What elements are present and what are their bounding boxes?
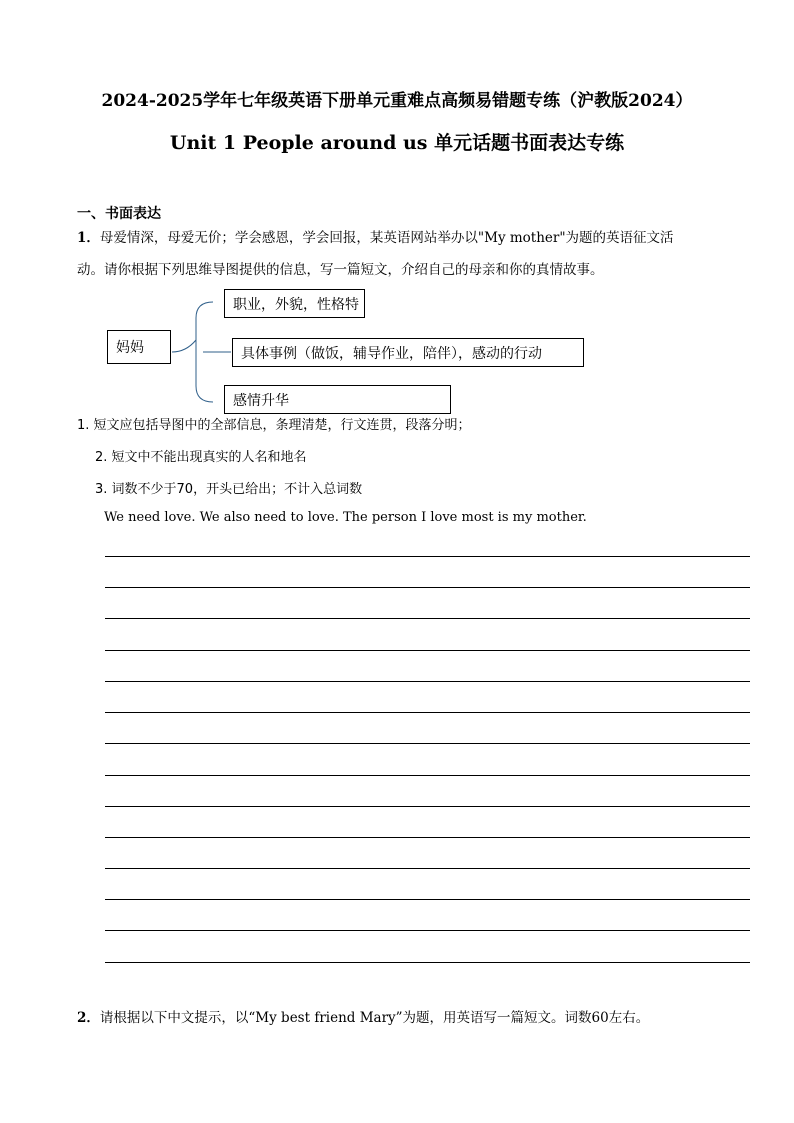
section-heading: 一、书面表达 xyxy=(77,206,161,222)
question-2-number: 2． xyxy=(77,1010,100,1026)
requirement-3: 3. 词数不少于70，开头已给出；不计入总词数 xyxy=(95,482,363,497)
question-1-line-2: 动。请你根据下列思维导图提供的信息，写一篇短文，介绍自己的母亲和你的真情故事。 xyxy=(77,262,604,278)
requirement-2: 2. 短文中不能出现真实的人名和地名 xyxy=(95,450,307,465)
answer-line[interactable] xyxy=(105,650,750,651)
answer-line[interactable] xyxy=(105,962,750,963)
answer-line[interactable] xyxy=(105,587,750,588)
requirement-1: 1. 短文应包括导图中的全部信息，条理清楚，行文连贯，段落分明； xyxy=(77,418,471,433)
answer-line[interactable] xyxy=(105,681,750,682)
question-2-text: 请根据以下中文提示，以“My best friend Mary”为题，用英语写一篇短文。词数60左右。 xyxy=(99,1010,650,1026)
mind-map-root: 妈妈 xyxy=(107,330,171,364)
question-2 xyxy=(77,1002,717,1034)
page-title: 2024-2025学年七年级英语下册单元重难点高频易错题专练（沪教版2024） xyxy=(101,91,693,111)
answer-line[interactable] xyxy=(105,899,750,900)
question-1-number: 1． xyxy=(77,230,100,246)
answer-line[interactable] xyxy=(105,868,750,869)
mind-map-branch-1: 职业，外貌，性格特 xyxy=(224,289,365,318)
page-subtitle: Unit 1 People around us 单元话题书面表达专练 xyxy=(169,132,625,154)
essay-starter: We need love. We also need to love. The person I love most is my mother. xyxy=(104,510,587,525)
answer-line[interactable] xyxy=(105,775,750,776)
mind-map-branch-2: 具体事例（做饭，辅导作业，陪伴），感动的行动 xyxy=(232,338,584,367)
question-1-text-1: 母爱情深，母爱无价；学会感恩，学会回报，某英语网站举办以"My mother"为题的英语征文活 xyxy=(99,230,674,246)
question-1-line-1 xyxy=(77,222,717,254)
answer-line[interactable] xyxy=(105,712,750,713)
answer-line[interactable] xyxy=(105,930,750,931)
answer-line[interactable] xyxy=(105,556,750,557)
mind-map-branch-3: 感情升华 xyxy=(224,385,451,414)
answer-line[interactable] xyxy=(105,618,750,619)
answer-line[interactable] xyxy=(105,806,750,807)
answer-line[interactable] xyxy=(105,837,750,838)
answer-line[interactable] xyxy=(105,743,750,744)
